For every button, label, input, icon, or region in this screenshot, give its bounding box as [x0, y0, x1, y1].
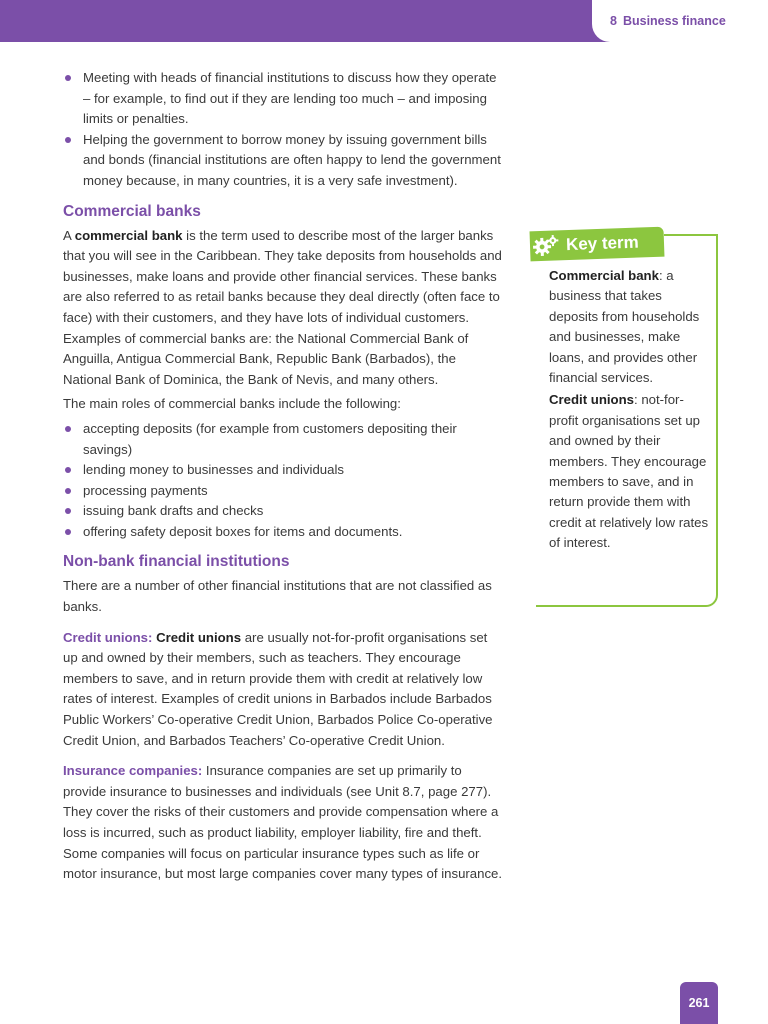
credit-unions-term: Credit unions	[156, 629, 242, 645]
list-item: offering safety deposit boxes for items and documents.	[63, 522, 503, 543]
commercial-banks-paragraph	[63, 226, 503, 391]
commercial-banks-heading: Commercial banks	[63, 202, 201, 220]
text-run: are usually not-for-profit organisations set up and owned by their members, such as teachers. They encourage members to save, and in return provide them with credit at relatively low rates of interest. Examples of credit unions in Barbados include Barbados Public Workers’ Co-operative Credit Union, Barbados Police Co-operative Credit Union, and Barbados Teachers’ Co-operative Credit Union.	[63, 629, 493, 748]
key-term-definition: : not-for-profit organisations set up and owned by their members. They encourage members to save, and in return provide them with credit at relatively low rates of interest.	[549, 392, 709, 551]
list-item: accepting deposits (for example from customers depositing their savings)	[63, 419, 503, 460]
main-column	[63, 68, 503, 895]
text-run: Insurance companies are set up primarily to provide insurance to businesses and individuals (see Unit 8.7, page 277). They cover the risks of their customers and provide compensation where a loss is incurred, such as product liability, employer liability, fire and theft. Some companies will focus on particular insurance types such as life or motor insurance, but most large companies cover many types of insurance.	[63, 763, 503, 882]
insurance-lead: Insurance companies:	[63, 763, 203, 779]
list-item: processing payments	[63, 481, 503, 502]
credit-unions-lead: Credit unions:	[63, 629, 153, 645]
list-item: Helping the government to borrow money by issuing government bills and bonds (financial institutions are often happy to lend the government money because, in many countries, it is a very safe investment).	[63, 130, 503, 192]
key-term-definition: : a business that takes deposits from households and businesses, make loans, and provides other financial services.	[549, 268, 700, 386]
key-term-divider	[664, 234, 718, 236]
list-item: lending money to businesses and individuals	[63, 460, 503, 481]
text-run: is the term used to describe most of the larger banks that you will see in the Caribbean. They take deposits from households and businesses, make loans and provide other financial services. These banks are also referred to as retail banks because they deal directly (often face to face) with their customers, and they have lots of individual customers. Examples of commercial banks are: the National Commercial Bank of Anguilla, Antigua Commercial Bank, Republic Bank (Barbados), the National Bank of Dominica, the Bank of Nevis, and many others.	[63, 227, 502, 387]
roles-intro: The main roles of commercial banks include the following:	[63, 396, 401, 412]
key-term-credit-unions: Credit unions	[549, 392, 634, 408]
key-term-title: Key term	[565, 232, 640, 255]
text-run: A	[63, 227, 75, 243]
commercial-bank-term: commercial bank	[74, 227, 183, 243]
nonbank-intro: There are a number of other financial institutions that are not classified as banks.	[63, 578, 492, 615]
list-item: Meeting with heads of financial institutions to discuss how they operate – for example, to find out if they are lending too much – and imposing limits or penalties.	[63, 68, 503, 130]
key-term-content	[549, 266, 709, 556]
gears-icon	[530, 230, 563, 261]
key-term-entry	[549, 266, 709, 388]
chapter-title: Business finance	[622, 14, 726, 28]
intro-bullet-list	[63, 68, 503, 192]
page-number: 261	[680, 982, 718, 1024]
key-term-header	[530, 227, 665, 262]
chapter-tab	[592, 0, 768, 42]
nonbank-heading: Non-bank financial institutions	[63, 553, 290, 571]
insurance-paragraph	[63, 761, 503, 885]
chapter-number: 8	[610, 14, 617, 28]
key-term-entry	[549, 390, 709, 553]
key-term-commercial-bank: Commercial bank	[549, 268, 659, 283]
credit-unions-paragraph	[63, 628, 503, 752]
roles-list	[63, 419, 503, 543]
list-item: issuing bank drafts and checks	[63, 501, 503, 522]
